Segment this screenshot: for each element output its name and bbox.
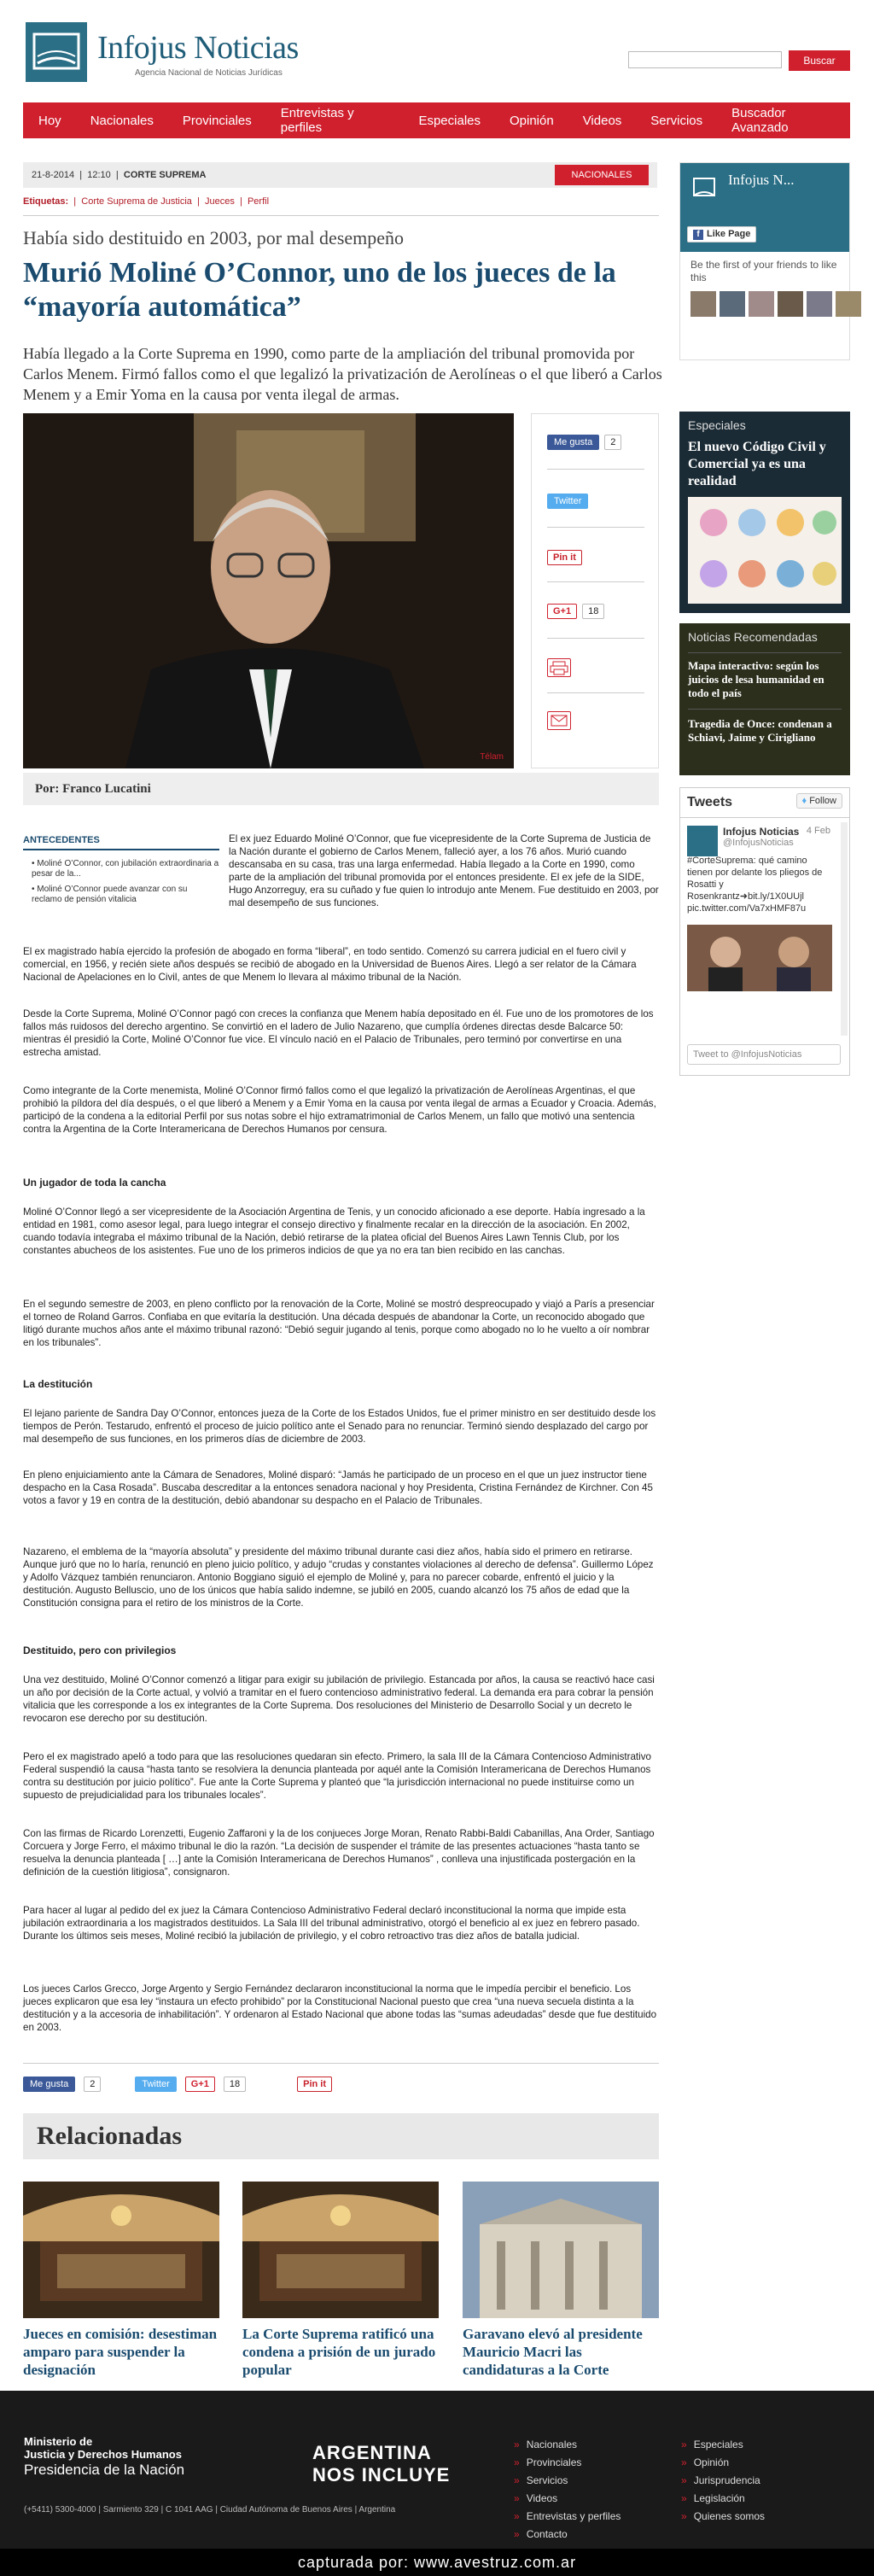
facebook-widget bbox=[679, 162, 850, 360]
article-photo bbox=[23, 413, 514, 768]
especiales-image bbox=[688, 497, 842, 604]
body-paragraph: En pleno enjuiciamiento ante la Cámara de Senadores, Moliné disparó: “Jamás he participado de un proceso en el que un juez instructor tiene despacho en la Casa Rosada”. Buscaba descreditar a la entonces senadora nacional y hoy Presidenta, Cristina Fernández de Kirchner. Con 45 votos a favor y 19 en contra de la destitución, debió abandonar su despacho en el Palacio de Tribunales. bbox=[23, 1469, 653, 1506]
antecedente-link[interactable]: • Moliné O’Connor, con jubilación extraordinaria a pesar de la... bbox=[32, 859, 219, 879]
footer-link[interactable]: » Videos bbox=[514, 2492, 558, 2504]
related-card[interactable] bbox=[463, 2182, 659, 2378]
site-logo-icon[interactable] bbox=[26, 22, 87, 82]
footer-link[interactable]: » Contacto bbox=[514, 2528, 568, 2540]
footer-address: (+5411) 5300-4000 | Sarmiento 329 | C 1041 AAG | Ciudad Autónoma de Buenos Aires | Argentina bbox=[24, 2505, 396, 2515]
body-paragraph: Los jueces Carlos Grecco, Jorge Argento y Sergio Fernández declararon inconstitucional la norma que le impedía percibir el beneficio. Los jueces explicaron que esa ley “instaura un efecto prohibido” por la Constitucional Nacional puesto que crea “una nueva secuela distinta a la destitución y a la accesoria de inhabilitación”. Y ordenaron al Estado Nacional que abone todas las “sumas adeudadas” desde que fue destituido en 2003. bbox=[23, 1983, 657, 2033]
main-nav bbox=[23, 102, 850, 138]
tweet-date[interactable]: 4 Feb bbox=[806, 826, 830, 836]
site-subtitle: Agencia Nacional de Noticias Jurídicas bbox=[135, 68, 283, 78]
related-heading: Relacionadas bbox=[23, 2113, 659, 2159]
especiales-label: Especiales bbox=[688, 418, 746, 432]
antecedentes-title: ANTECEDENTES bbox=[23, 835, 219, 850]
footer bbox=[0, 2391, 874, 2549]
tweet-handle[interactable]: @InfojusNoticias bbox=[723, 838, 794, 848]
nav-item-servicios[interactable]: Servicios bbox=[650, 113, 703, 128]
footer-link[interactable]: » Quienes somos bbox=[681, 2510, 766, 2522]
tags-row: Etiquetas: | Corte Suprema de Justicia | Jueces | Perfil bbox=[23, 196, 270, 207]
article-headline: Murió Moliné O’Connor, uno de los jueces de la “mayoría automática” bbox=[23, 257, 616, 323]
facebook-count: 2 bbox=[604, 435, 621, 450]
body-paragraph: Pero el ex magistrado apeló a todo para que las resoluciones quedaran sin efecto. Primero, la sala III de la Cámara Contencioso Administrativo Federal suspendió la causa “hasta tanto se resolviera la denuncia planteada por aquél ante la Comisión Interamericana de Derechos Humanos contra su destitución por juicio político”. Fue ante la Corte Suprema y planteó que “la jurisdicción internacional no puede instituirse como un supuesto de prejudicialidad para los tribunales locales”. bbox=[23, 1751, 651, 1801]
avatar[interactable] bbox=[687, 826, 718, 856]
tags-label: Etiquetas: bbox=[23, 196, 69, 207]
avatar bbox=[690, 291, 716, 317]
twitter-button[interactable]: Twitter bbox=[135, 2077, 176, 2092]
body-paragraph: Nazareno, el emblema de la “mayoría absoluta” y presidente del máximo tribunal durante casi diez años, había sido el primero en retirarse. Aunque juró que no lo haría, renunció en pleno juicio político, y adujo “crudas y constantes violaciones al derecho de defensa”. Guillermo López y Adolfo Vázquez también renunciaron. Antonio Boggiano siguió el ejemplo de Moliné y, para no parecer cobarde, enfrentó el juicio y la destitución. Augusto Belluscio, uno de los únicos que había salido indemne, se jubiló en 2005, cuando alcanzó los 75 años de edad que la Constitución consigna para el retiro de los ministros de la Corte. bbox=[23, 1546, 654, 1609]
article-byline: Por: Franco Lucatini bbox=[23, 773, 659, 805]
divider bbox=[23, 2063, 659, 2064]
facebook-like-page-button[interactable]: f Like Page bbox=[687, 226, 756, 242]
twitter-button[interactable]: Twitter bbox=[547, 494, 588, 509]
nav-item-hoy[interactable]: Hoy bbox=[38, 113, 61, 128]
site-title[interactable]: Infojus Noticias bbox=[97, 30, 299, 66]
share-column bbox=[531, 413, 659, 768]
body-paragraph: Con las firmas de Ricardo Lorenzetti, Eugenio Zaffaroni y la de los conjueces Jorge Moran, Renato Rabbi-Baldi Cabanillas, Ana Order, Santiago Corcuera y Jorge Ferro, el máximo tribunal le dio la razón. “La decisión de suspender el trámite de las presentes actuaciones “hasta tanto se resuelva la denuncia planteada [ …] ante la Comisión Interamericana de Derechos Humanos” , conlleva una injustificada postergación en la definición de la cuestión litigiosa”, consignaron. bbox=[23, 1828, 655, 1878]
article-date: 21-8-2014 bbox=[32, 170, 75, 180]
related-title[interactable]: Garavano elevó al presidente Mauricio Macri las candidaturas a la Corte bbox=[463, 2326, 643, 2378]
avatar bbox=[720, 291, 745, 317]
body-paragraph: El ex juez Eduardo Moliné O’Connor, que fue vicepresidente de la Corte Suprema de Justicia de la Nación durante el gobierno de Carlos Menem, falleció ayer, a los 76 años. Murió cuando descansaba en su casa, tras una larga enfermedad. Había llegado a la Corte en 1990, como parte de la ampliación del tribunal promovida por el entonces presidente. El ex jefe de la SIDE, Hugo Anzorreguy, era su cuñado y fue quien lo introdujo ante Menem. Fue destituido en 2003, por mal desempeño de sus funciones. bbox=[229, 833, 659, 908]
nav-item-buscador[interactable]: Buscador Avanzado bbox=[731, 106, 789, 135]
nav-item-nacionales[interactable]: Nacionales bbox=[90, 113, 154, 128]
section-badge[interactable]: NACIONALES bbox=[555, 165, 649, 185]
footer-link[interactable]: » Provinciales bbox=[514, 2456, 582, 2468]
body-paragraph: Como integrante de la Corte menemista, Moliné O’Connor firmó fallos como el que legalizó la privatización de Aerolíneas Argentinas, el que prohibió la píldora del día después, o el que liberó a Menem y a Emir Yoma en la causa por venta ilegal de armas a Ecuador y Croacia. Además, participó de la condena a la editorial Perfil por sus notas sobre el hijo extramatrimonial de Carlos Menem, un fallo que motivó una sentencia contra la Argentina de la Corte Interamericana de Derechos Humanos por censura. bbox=[23, 1085, 656, 1135]
tag-link[interactable]: Corte Suprema de Justicia bbox=[81, 196, 192, 207]
facebook-like-button[interactable]: Me gusta bbox=[23, 2077, 75, 2092]
nav-item-videos[interactable]: Videos bbox=[582, 113, 622, 128]
capture-caption: capturada por: www.avestruz.com.ar bbox=[0, 2549, 874, 2576]
tweet-image[interactable] bbox=[687, 925, 832, 991]
recomendada-link[interactable]: Tragedia de Once: condenan a Schiavi, Jaime y Cirigliano bbox=[688, 717, 832, 744]
article-meta: 21-8-2014 | 12:10 | CORTE SUPREMA bbox=[23, 162, 657, 188]
nav-item-especiales[interactable]: Especiales bbox=[418, 113, 481, 128]
footer-link[interactable]: » Jurisprudencia bbox=[681, 2474, 760, 2486]
footer-link[interactable]: » Opinión bbox=[681, 2456, 730, 2468]
facebook-page-name[interactable]: Infojus N... bbox=[728, 172, 795, 188]
ministry-logo[interactable]: Ministerio de Justicia y Derechos Humanos Presidencia de la Nación bbox=[24, 2435, 185, 2478]
pinterest-button[interactable]: Pin it bbox=[297, 2077, 332, 2092]
related-image[interactable] bbox=[242, 2182, 439, 2318]
antecedentes-box bbox=[23, 835, 219, 905]
body-paragraph: Una vez destituido, Moliné O’Connor comenzó a litigar para exigir su jubilación de privilegio. Estancada por años, la causa se reactivó hace casi un año por decisión de la Corte actual, y volvió a tramitar en el fuero contencioso administrativo federal. La demanda era para cobrar la pensión vitalicia que les corresponde a los ex integrantes de la Corte Suprema. Dos resoluciones del Ministerio de Desarrollo Social y un decreto le revocaron ese derecho por su destitución. bbox=[23, 1674, 655, 1724]
body-subheading: La destitución bbox=[23, 1378, 93, 1390]
pinterest-button[interactable]: Pin it bbox=[547, 550, 582, 565]
related-title[interactable]: Jueces en comisión: desestiman amparo para suspender la designación bbox=[23, 2326, 218, 2378]
body-paragraph: Moliné O’Connor llegó a ser vicepresidente de la Asociación Argentina de Tenis, y un conocido aficionado a ese deporte. Había ingresado a la entidad en 1981, como asesor legal, para luego integrar el consejo directivo y finalmente recalar en la dirección de la asociación. En 2002, cuando todavía integraba el máximo tribunal de la Nación, debió retirarse de la platea oficial del Buenos Aires Lawn Tennis Club, por los constantes abucheos de los asistentes. Fue uno de los primeros indicios de que ya no era tan bien recibido en las canchas. bbox=[23, 1206, 645, 1256]
footer-links-col1 bbox=[514, 2439, 621, 2546]
especiales-title[interactable]: El nuevo Código Civil y Comercial ya es una realidad bbox=[688, 440, 826, 488]
scrollbar[interactable] bbox=[841, 822, 848, 1036]
twitter-bird-icon: ♦ bbox=[801, 796, 807, 806]
google-plus-count: 18 bbox=[224, 2077, 246, 2092]
footer-link[interactable]: » Nacionales bbox=[514, 2439, 578, 2450]
google-plus-button[interactable]: G+1 bbox=[547, 604, 577, 619]
tag-link[interactable]: Perfil bbox=[247, 196, 270, 207]
footer-link[interactable]: » Servicios bbox=[514, 2474, 568, 2486]
facebook-icon: f bbox=[693, 230, 703, 240]
especiales-box[interactable] bbox=[679, 412, 850, 613]
nav-item-provinciales[interactable]: Provinciales bbox=[182, 113, 252, 128]
tweet-input[interactable]: Tweet to @InfojusNoticias bbox=[687, 1044, 841, 1065]
related-image[interactable] bbox=[23, 2182, 219, 2318]
antecedente-link[interactable]: • Moliné O’Connor puede avanzar con su reclamo de pensión vitalicia bbox=[32, 885, 188, 904]
related-card[interactable] bbox=[242, 2182, 439, 2378]
facebook-like-button[interactable]: Me gusta bbox=[547, 435, 599, 450]
tweet-text: #CorteSuprema: qué camino tienen por delante los pliegos de Rosatti y Rosenkrantz➜bit.ly/1X0UUjl pic.twitter.com/Va7xHMF87u bbox=[687, 856, 823, 914]
tweet-author-name[interactable]: Infojus Noticias bbox=[723, 826, 800, 838]
footer-link[interactable]: » Especiales bbox=[681, 2439, 743, 2450]
photo-credit: Télam bbox=[480, 752, 504, 762]
body-paragraph: Para hacer al lugar al pedido del ex juez la Cámara Contencioso Administrativo Federal declaró inconstitucional la norma que impide esta jubilación extraordinaria a los magistrados destituidos. La Sala III del tribunal administrativo, otorgó el beneficio al ex juez en febrero pasado. Durante los últimos seis meses, Moliné recibió la jubilación de privilegio, y el cobro retroactivo tras diez años de batalla judicial. bbox=[23, 1905, 640, 1942]
share-bar bbox=[23, 2075, 332, 2094]
avatar bbox=[749, 291, 774, 317]
email-icon[interactable] bbox=[547, 711, 571, 730]
related-card[interactable] bbox=[23, 2182, 219, 2378]
nav-item-entrevistas[interactable]: Entrevistas y perfiles bbox=[280, 106, 354, 135]
tag-link[interactable]: Jueces bbox=[205, 196, 235, 207]
tweets-heading: Tweets bbox=[687, 795, 733, 809]
body-paragraph: El ex magistrado había ejercido la profesión de abogado en forma “liberal”, en todo sentido. Comenzó su carrera judicial en el fuero civil y comercial, en 1956, y recién siete años después se recibió de abogado en la Universidad de Buenos Aires. Llegó a ser relator de la Cámara Nacional de Apelaciones en lo Civil, antes de que Menem lo llevara al máximo tribunal de la Nación. bbox=[23, 946, 637, 983]
avatar bbox=[778, 291, 803, 317]
related-image[interactable] bbox=[463, 2182, 659, 2318]
article-time: 12:10 bbox=[87, 170, 111, 180]
body-paragraph: En el segundo semestre de 2003, en pleno conflicto por la renovación de la Corte, Moliné se mostró despreocupado y viajó a París a presenciar el torneo de Roland Garros. Confiaba en que evitaría la destitución. Una década después de abandonar la Corte, un reconocido abogado que litigó durante muchos años ante el máximo tribunal razonó: “Debió seguir jugando al tenis, porque como abogado no lo he vuelto a oír nombrar en los tribunales”. bbox=[23, 1299, 655, 1348]
argentina-logo: ARGENTINA NOS INCLUYE bbox=[312, 2442, 451, 2485]
facebook-cover bbox=[680, 163, 849, 252]
article-section[interactable]: CORTE SUPREMA bbox=[123, 170, 207, 180]
article-lead: Había llegado a la Corte Suprema en 1990, como parte de la ampliación del tribunal promovida por Carlos Menem. Firmó fallos como el que legalizó la privatización de Aerolíneas o el que liberó a Carlos Menem y a Emir Yoma en la causa por venta ilegal de armas. bbox=[23, 345, 662, 403]
body-subheading: Destituido, pero con privilegios bbox=[23, 1644, 177, 1656]
related-title[interactable]: La Corte Suprema ratificó una condena a prisión de un jurado popular bbox=[242, 2326, 436, 2378]
facebook-avatar bbox=[687, 170, 721, 204]
article-kicker: Había sido destituido en 2003, por mal desempeño bbox=[23, 227, 405, 248]
search-button[interactable]: Buscar bbox=[789, 50, 850, 71]
google-plus-count: 18 bbox=[582, 604, 604, 619]
recomendadas-label: Noticias Recomendadas bbox=[688, 630, 818, 644]
body-paragraph: El lejano pariente de Sandra Day O’Connor, entonces jueza de la Corte de los Estados Unidos, fue el primer ministro en ser destituido desde los tiempos de Perón. Testarudo, enfrentó el proceso de juicio político ante el Senado para no renunciar. Terminó siendo desplazado del cargo por mal desempeño de sus funciones, en los primeros días de diciembre de 2003. bbox=[23, 1408, 656, 1445]
avatar bbox=[836, 291, 861, 317]
divider bbox=[23, 215, 659, 216]
twitter-follow-button[interactable]: ♦ Follow bbox=[796, 793, 842, 809]
footer-link[interactable]: » Legislación bbox=[681, 2492, 745, 2504]
footer-links-col2 bbox=[681, 2439, 765, 2528]
body-subheading: Un jugador de toda la cancha bbox=[23, 1177, 166, 1189]
avatar bbox=[807, 291, 832, 317]
facebook-count: 2 bbox=[84, 2077, 101, 2092]
body-paragraph: Desde la Corte Suprema, Moliné O’Connor pagó con creces la confianza que Menem había depositado en él. Fue uno de los promotores de los fallos más ruidosos del derecho argentino. Se convirtió en el ladero de Julio Nazareno, que cumplía órdenes directas desde Balcarce 50: mientras él presidió la Corte, Moliné O’Connor fue vice. El vínculo nació en el Palacio de Tribunales, pero terminó por convertirse en una estrecha amistad. bbox=[23, 1008, 654, 1058]
facebook-friends-text: Be the first of your friends to like this bbox=[690, 259, 837, 283]
search-input[interactable] bbox=[628, 51, 782, 68]
twitter-widget bbox=[679, 787, 850, 1076]
nav-item-opinion[interactable]: Opinión bbox=[510, 113, 554, 128]
print-icon[interactable] bbox=[547, 658, 571, 677]
recomendada-link[interactable]: Mapa interactivo: según los juicios de lesa humanidad en todo el país bbox=[688, 659, 824, 699]
recomendadas-box bbox=[679, 623, 850, 775]
footer-link[interactable]: » Entrevistas y perfiles bbox=[514, 2510, 621, 2522]
google-plus-button[interactable]: G+1 bbox=[185, 2077, 215, 2092]
facebook-friend-avatars bbox=[690, 291, 861, 317]
